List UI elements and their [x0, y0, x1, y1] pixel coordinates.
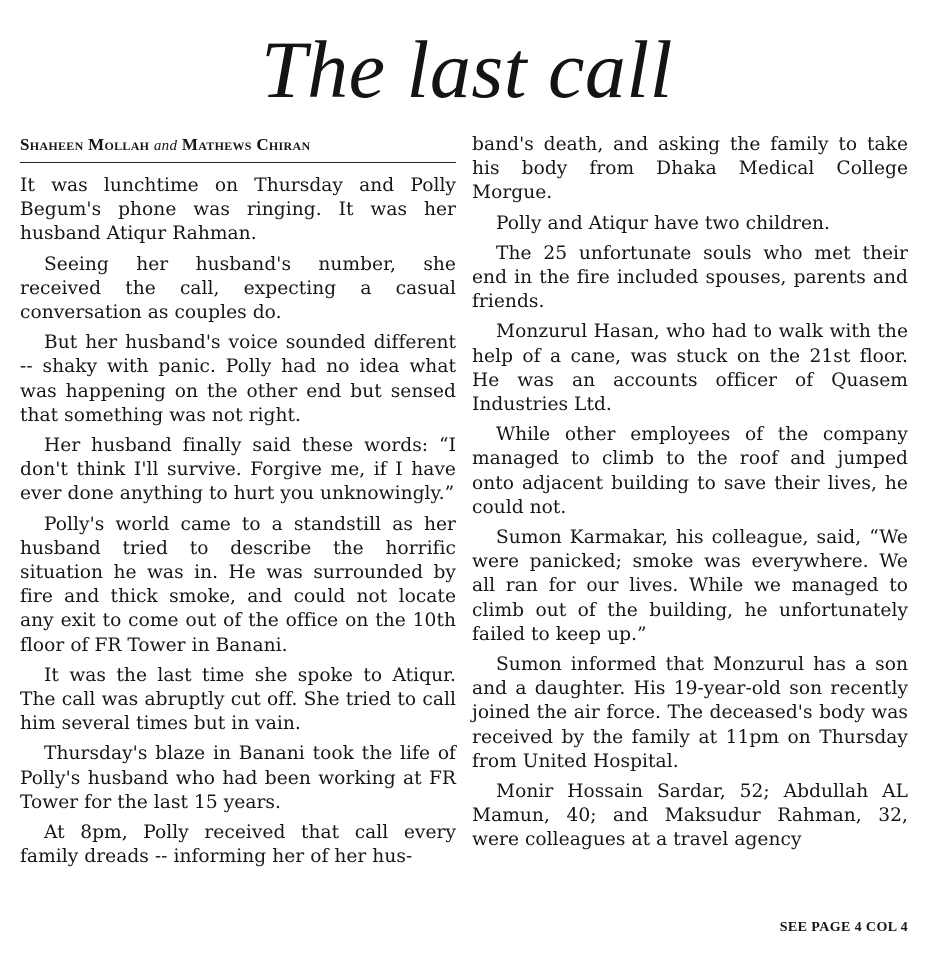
- paragraph: Her husband finally said these words: “I don't think I'll survive. Forgive me, if I have ever done anything to hurt you unknowingly.”: [20, 435, 456, 505]
- paragraph: The 25 unfortunate souls who met their end in the fire included spouses, parents and friends.: [472, 242, 908, 313]
- headline: The last call: [261, 24, 673, 115]
- paragraph: Monir Hossain Sardar, 52; Abdullah AL Mamun, 40; and Maksudur Rahman, 32, were colleagues at a travel agency: [472, 781, 908, 851]
- byline-author-2: Mathews Chiran: [181, 135, 311, 154]
- article-column-right: [472, 133, 908, 859]
- paragraph: band's death, and asking the family to take his body from Dhaka Medical College Morgue.: [472, 134, 908, 204]
- article-column-left: [20, 174, 456, 875]
- byline-author-1: Shaheen Mollah: [20, 135, 150, 154]
- paragraph: But her husband's voice sounded different -- shaky with panic. Polly had no idea what was happening on the other end but sensed that something was not right.: [20, 332, 456, 426]
- jump-line: SEE PAGE 4 COL 4: [779, 920, 908, 935]
- byline-conjunction: and: [153, 138, 178, 154]
- paragraph: Seeing her husband's number, she received the call, expecting a casual conversation as couples do.: [20, 253, 456, 324]
- paragraph: Polly and Atiqur have two children.: [496, 212, 831, 234]
- byline: [20, 133, 456, 163]
- paragraph: It was the last time she spoke to Atiqur. The call was abruptly cut off. She tried to call him several times but in vain.: [20, 664, 456, 735]
- paragraph: Sumon Karmakar, his colleague, said, “We were panicked; smoke was everywhere. We all ran for our lives. While we managed to climb out of the building, he unfortunately failed to keep up.”: [472, 527, 908, 645]
- paragraph: Thursday's blaze in Banani took the life of Polly's husband who had been working at FR Tower for the last 15 years.: [20, 743, 456, 813]
- paragraph: Sumon informed that Monzurul has a son and a daughter. His 19-year-old son recently joined the air force. The deceased's body was received by the family at 11pm on Thursday from United Hospital.: [472, 654, 908, 772]
- paragraph: Monzurul Hasan, who had to walk with the help of a cane, was stuck on the 21st floor. He was an accounts officer of Quasem Industries Ltd.: [472, 321, 908, 416]
- paragraph: While other employees of the company managed to climb to the roof and jumped onto adjacent building to save their lives, he could not.: [472, 424, 908, 518]
- paragraph: At 8pm, Polly received that call every family dreads -- informing her of her hus-: [20, 822, 456, 868]
- paragraph: It was lunchtime on Thursday and Polly Begum's phone was ringing. It was her husband Atiqur Rahman.: [20, 175, 456, 245]
- paragraph: Polly's world came to a standstill as her husband tried to describe the horrific situation he was in. He was surrounded by fire and thick smoke, and could not locate any exit to come out of the office on the 10th floor of FR Tower in Banani.: [20, 513, 456, 656]
